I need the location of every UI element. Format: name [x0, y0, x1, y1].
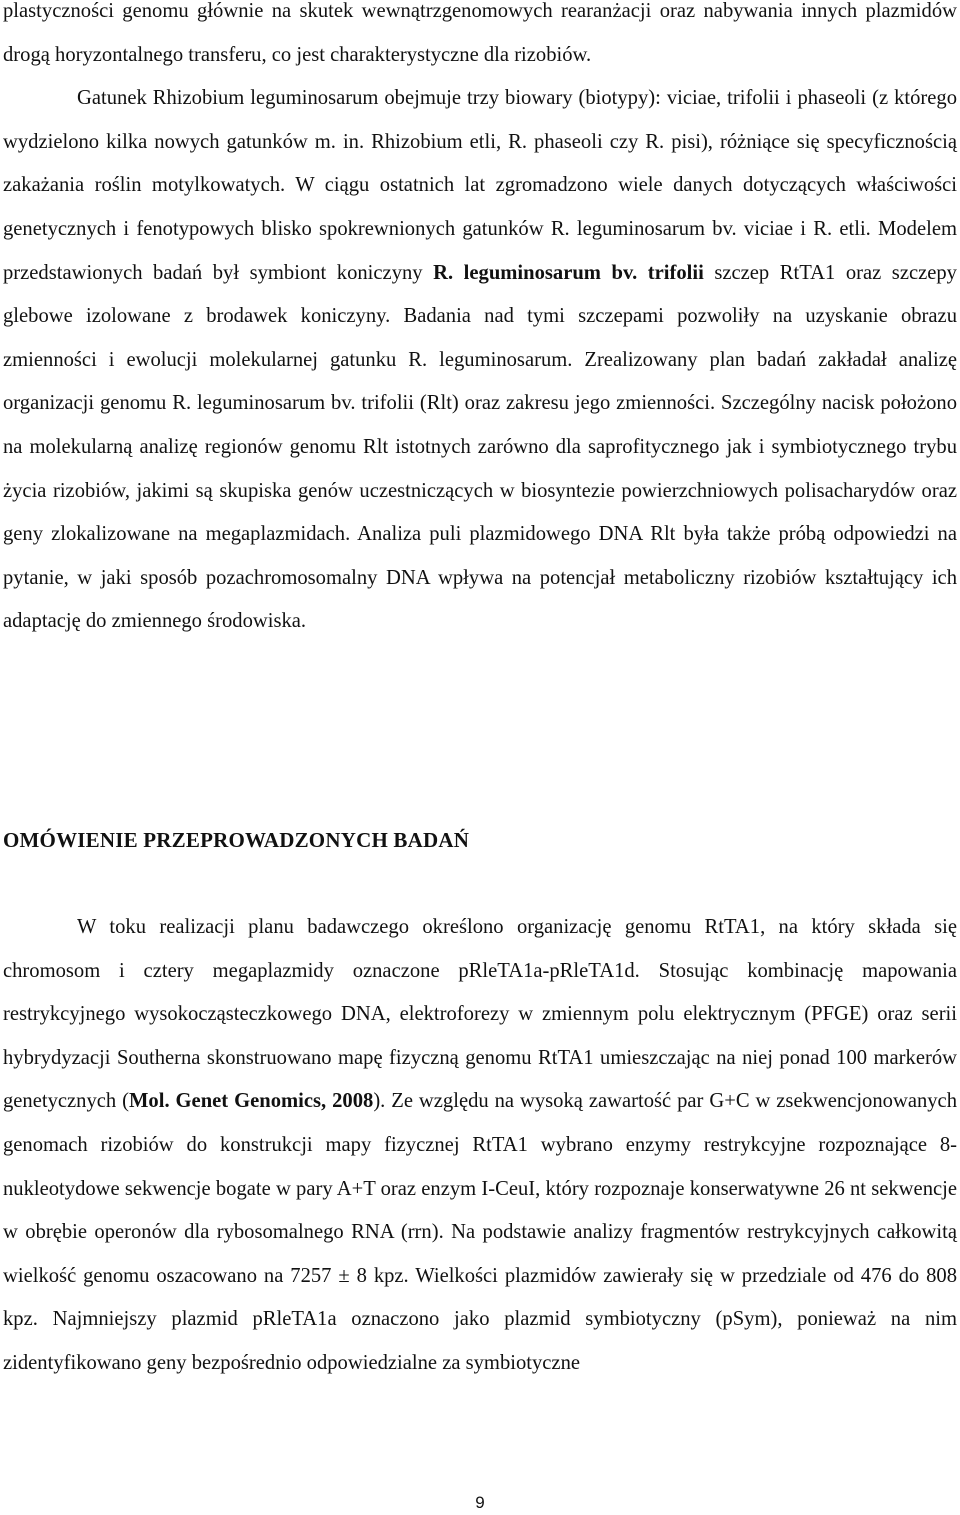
bold-strain-name: R. leguminosarum bv. trifolii: [433, 261, 704, 284]
paragraph-text: Gatunek Rhizobium leguminosarum obejmuje trzy biowary (biotypy): viciae, trifolii i phaseoli (z którego wydzielono kilka nowych gatunków m. in. Rhizobium etli, R. phaseoli czy R. pisi), różniące się specyficznością zakażania roślin motylkowatych. W ciągu ostatnich lat zgromadzono wiele danych dotyczących właściwości genetycznych i fenotypowych blisko spokrewnionych gatunków R. leguminosarum bv. viciae i R. etli. Modelem przedstawionych badań był symbiont koniczyny: [3, 87, 957, 284]
body-paragraph-results: [3, 906, 957, 1386]
paragraph-text: szczep RtTA1 oraz szczepy glebowe izolowane z brodawek koniczyny. Badania nad tymi szczepami pozwoliły na uzyskanie obrazu zmienności i ewolucji molekularnej gatunku R. leguminosarum. Zrealizowany plan badań zakładał analizę organizacji genomu R. leguminosarum bv. trifolii (Rlt) oraz zakresu jego zmienności. Szczególny nacisk położono na molekularną analizę regionów genomu Rlt istotnych zarówno dla saprofitycznego jak i symbiotycznego trybu życia rizobiów, jakimi są skupiska genów uczestniczących w biosyntezie powierzchniowych polisacharydów oraz geny zlokalizowane na megaplazmidach. Analiza puli plazmidowego DNA Rlt była także próbą odpowiedzi na pytanie, w jaki sposób pozachromosomalny DNA wpływa na potencjał metaboliczny rizobiów kształtujący ich adaptację do zmiennego środowiska.: [3, 261, 957, 633]
section-heading: OMÓWIENIE PRZEPROWADZONYCH BADAŃ: [3, 828, 470, 852]
paragraph-text: ). Ze względu na wysoką zawartość par G+C w zsekwencjonowanych genomach rizobiów do konstrukcji mapy fizycznej RtTA1 wybrano enzymy restrykcyjne rozpoznające 8-nukleotydowe sekwencje bogate w pary A+T oraz enzym I-CeuI, który rozpoznaje konserwatywne 26 nt sekwencje w obrębie operonów dla rybosomalnego RNA (rrn). Na podstawie analizy fragmentów restrykcyjnych całkowitą wielkość genomu oszacowano na 7257 ± 8 kpz. Wielkości plazmidów zawierały się w przedziale od 476 do 808 kpz. Najmniejszy plazmid pRleTA1a oznaczono jako plazmid symbiotyczny (pSym), ponieważ na nim zidentyfikowano geny bezpośrednio odpowiedzialne za symbiotyczne: [3, 1090, 957, 1374]
page-number: 9: [475, 1493, 485, 1512]
body-paragraph-intro: [3, 0, 957, 644]
citation-reference: Mol. Genet Genomics, 2008: [129, 1090, 374, 1113]
paragraph-text: plastyczności genomu głównie na skutek wewnątrzgenomowych rearanżacji oraz nabywania innych plazmidów drogą horyzontalnego transferu, co jest charakterystyczne dla rizobiów.: [3, 0, 957, 66]
paragraph-text: W toku realizacji planu badawczego określono organizację genomu RtTA1, na który składa się chromosom i cztery megaplazmidy oznaczone pRleTA1a-pRleTA1d. Stosując kombinację mapowania restrykcyjnego wysokocząsteczkowego DNA, elektroforezy w zmiennym polu elektrycznym (PFGE) oraz serii hybrydyzacji Southerna skonstruowano mapę fizyczną genomu RtTA1 umieszczając na niej ponad 100 markerów genetycznych (: [3, 916, 957, 1113]
